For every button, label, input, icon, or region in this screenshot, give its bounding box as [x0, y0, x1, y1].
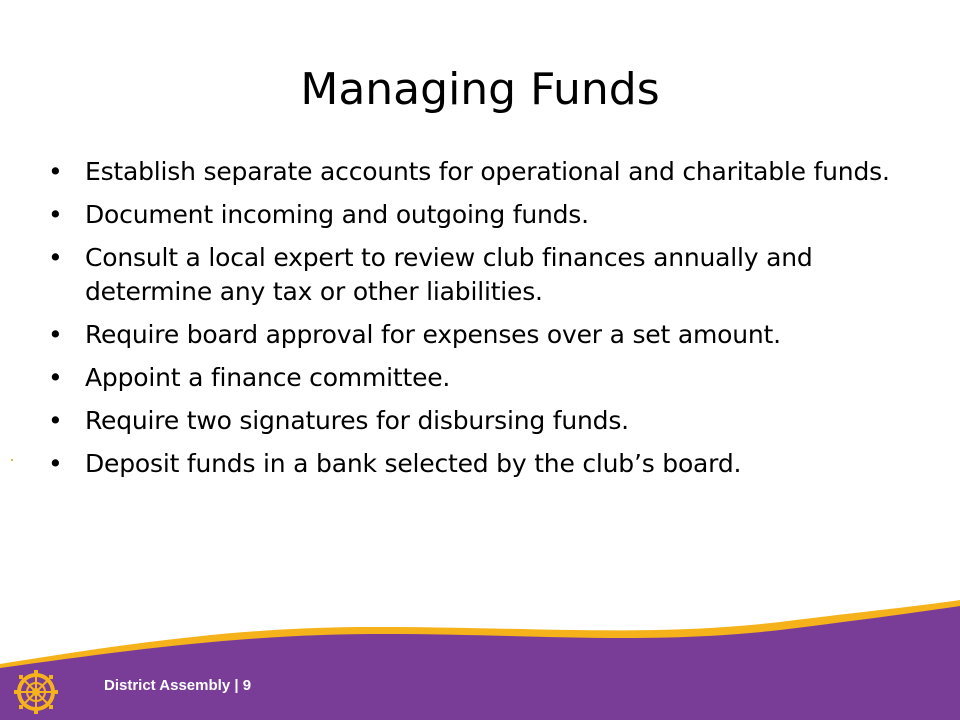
bullet-item: • Deposit funds in a bank selected by the club’s board.	[48, 447, 928, 481]
bullet-item: • Establish separate accounts for operational and charitable funds.	[48, 155, 928, 189]
bullet-item: • Require two signatures for disbursing funds.	[48, 404, 928, 438]
bullet-item: • Document incoming and outgoing funds.	[48, 198, 928, 232]
bullet-item: • Appoint a finance committee.	[48, 361, 928, 395]
slide-title: Managing Funds	[300, 64, 660, 115]
footer-label: District Assembly | 9	[104, 677, 252, 694]
bullet-item: • Require board approval for expenses over a set amount.	[48, 318, 928, 352]
bullet-item: • Consult a local expert to review club finances annually and determine any tax or other liabilities.	[48, 241, 928, 309]
rotary-wheel-icon	[14, 670, 58, 714]
